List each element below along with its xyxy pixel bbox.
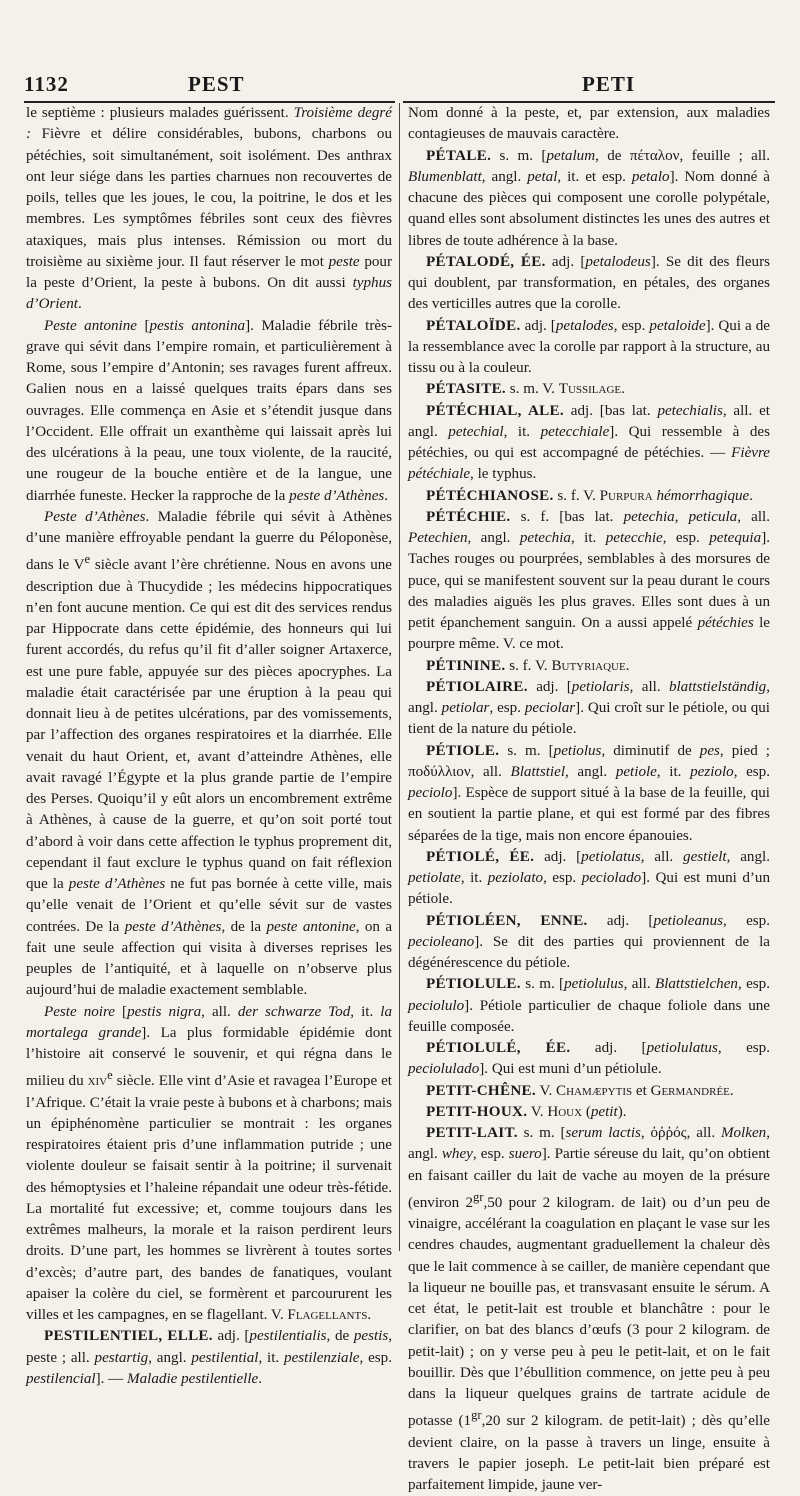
right-column-paragraph: PÉTALODÉ, ÉE. adj. [petalodeus]. Se dit des fleurs qui doublent, par transformation, en pétales, des organes des verticilles autres que la corolle. [408, 253, 770, 313]
right-column-paragraph: PÉTASITE. s. m. V. Tussilage. [426, 381, 625, 398]
left-column-paragraph: Peste antonine [pestis antonina]. Maladie fébrile très-grave qui sévit dans l’empire romain, et particulièrement à Rome, sous l’empire d’Antonin; ses ravages furent affreux. Galien nous en a laissé quelques traits épars dans ses ouvrages. Elle commença en Asie et s’étendit jusque dans l’Occident. Elle offrait un exanthème qui laissait après lui des ulcérations à la peau, une toux violente, de la raucité, une rougeur de la bouche entière et de la langue, une diarrhée funeste. Hecker la rapproche de la peste d’Athènes. [26, 317, 393, 504]
right-column-paragraph: PETIT-LAIT. s. m. [serum lactis, ὀῤῥός, all. Molken, angl. whey, esp. suero]. Partie séreuse du lait, qu’on obtient en faisant cailler du lait de vache au moyen de la présure (environ $2^{gr},50$ pour 2 kilogram. de lait) ou d’un peu de vinaigre, accélérant la coagulation en plaçant le vase sur les cendres chaudes, augmentant graduellement la chaleur dès que le lait commence à se cailler, de manière cependant que la liqueur ne bouille pas, et transvasant ensuite le sérum. A cet état, le petit-lait est trouble et blanchâtre : pour le clarifier, on bat des blancs d’œufs (3 pour 2 kilogram. de petit-lait) ; on y verse peu à peu le petit-lait, et on le fait bouillir. Dès que l’ébullition commence, on jette peu à peu dans la liqueur quelques grains de tartrate acidule de potasse ($1^{gr},20$ sur 2 kilogram. de petit-lait) ; dès qu’elle devient claire, on la passe à travers un linge, ensuite à travers le papier joseph. Le petit-lait bien préparé est parfaitement limpide, jaune ver- [408, 1125, 770, 1494]
left-column-paragraph: Peste noire [pestis nigra, all. der schwarze Tod, it. la mortalega grande]. La plus formidable épidémie dont l’histoire ait conservé le souvenir, et qui régna dans le milieu du xiv$^e$ siècle. Elle vint d’Asie et ravagea l’Europe et l’Afrique. C’était la vraie peste à bubons et à charbons; mais un épiphénomène particulier se montrait : les organes respiratoires étaient pris d’une inflammation putride ; une violente douleur se faisait sentir à la poitrine; il survenait des hémoptysies et l’haleine répandait une odeur très-fétide. La mortalité fut excessive; et, comme toujours dans les extrêmes malheurs, la morale et la raison perdirent leurs droits. D’une part, les hommes se livrèrent à toutes sortes d’excès; d’autre part, des bandes de fanatiques, voulant apaiser la colère du ciel, se formèrent et parcoururent les villes et les campagnes, en se flagellant. V. Flagellants. [26, 1003, 392, 1324]
right-column-paragraph: PÉTALOÏDE. adj. [petalodes, esp. petaloide]. Qui a de la ressemblance avec la corolle par rapport à la structure, au tissu ou à la couleur. [408, 317, 770, 376]
right-column-paragraph: PÉTÉCHIAL, ALE. adj. [bas lat. petechialis, all. et angl. petechial, it. petecchiale]. Qui ressemble à des pétéchies, ou qui est accompagné de pétéchies. — Fièvre pétéchiale, le typhus. [408, 402, 770, 483]
right-column-paragraph: PÉTIOLAIRE. adj. [petiolaris, all. blattstielständig, angl. petiolar, esp. peciolar]. Qui croît sur le pétiole, ou qui tient de la nature du pétiole. [408, 678, 770, 738]
running-head-right: PETI [582, 72, 636, 96]
right-column-paragraph: PÉTIOLE. s. m. [petiolus, diminutif de pes, pied ; ποδύλλιον, all. Blattstiel, angl. petiole, it. peziolo, esp. peciolo]. Espèce de support situé à la base de la feuille, qui en soutient la partie plane, et qui est formé par des fibres séparées de la tige, mais non encore épanouies. [408, 742, 770, 844]
right-column-paragraph: PÉTININE. s. f. V. Butyriaque. [426, 657, 630, 674]
right-column-paragraph: PÉTÉCHIE. s. f. [bas lat. petechia, peticula, all. Petechien, angl. petechia, it. petecchie, esp. petequia]. Taches rouges ou pourprées, semblables à des morsures de puce, qui se manifestent souvent sur la peau durant le cours des maladies aiguës les plus graves. Elles sont dues à un petit épanchement sanguin. On a aussi appelé pétéchies le pourpre même. V. ce mot. [408, 508, 770, 653]
left-column [26, 103, 392, 1390]
right-column-paragraph: PETIT-CHÊNE. V. Chamæpytis et Germandrée. [426, 1082, 734, 1099]
right-column [408, 103, 770, 1496]
right-column-paragraph: PÉTIOLÉ, ÉE. adj. [petiolatus, all. gestielt, angl. petiolate, it. peziolato, esp. peciolado]. Qui est muni d’un pétiole. [408, 848, 771, 908]
left-column-paragraph: PESTILENTIEL, ELLE. adj. [pestilentialis, de pestis, peste ; all. pestartig, angl. pestilential, it. pestilenziale, esp. pestilencial]. — Maladie pestilentielle. [26, 1328, 392, 1387]
page-number: 1132 [24, 72, 69, 96]
right-column-paragraph: PÉTIOLÉEN, ENNE. adj. [petioleanus, esp. pecioleano]. Se dit des parties qui proviennent de la dégénérescence du pétiole. [408, 912, 770, 971]
right-column-paragraph: PÉTALE. s. m. [petalum, de πέταλον, feuille ; all. Blumenblatt, angl. petal, it. et esp. petalo]. Nom donné à chacune des pièces qui composent une corolle polypétale, quand elles sont absolument distinctes les unes des autres et libres de toute adhérence à la base. [408, 147, 770, 249]
right-column-paragraph: PETIT-HOUX. V. Houx (petit). [426, 1103, 627, 1120]
running-head-left: PEST [188, 72, 245, 96]
left-column-paragraph: le septième : plusieurs malades guérissent. Troisième degré : Fièvre et délire considérables, bubons, charbons ou pétéchies, soit simultanément, soit isolément. Des anthrax ont leur siége dans les parties charnues non recouvertes de poils, telles que les joues, le cou, la poitrine, le dos et les membres. Les symptômes fébriles sont ceux des fièvres ataxiques, mais plus intenses. Rémission ou mort du troisième au sixième jour. Il faut réserver le mot peste pour la peste d’Orient, la peste à bubons. On dit aussi typhus d’Orient. [26, 105, 392, 313]
right-column-paragraph: PÉTIOLULÉ, ÉE. adj. [petiolulatus, esp. peciolulado]. Qui est muni d’un pétiolule. [408, 1040, 770, 1078]
running-header [0, 72, 800, 102]
left-column-paragraph: Peste d’Athènes. Maladie fébrile qui sévit à Athènes d’une manière effroyable pendant la guerre du Péloponèse, dans le Ve siècle avant l’ère chrétienne. Nous en avons une description due à Thucydide ; les médecins hippocratiques n’en font aucune mention. Ce qui est dit des services rendus par Hippocrate dans cette épidémie, des honneurs qui lui furent accordés, du refus qu’il fit d’aller soigner Artaxerce, est une pure fable, appuyée sur des pièces apocryphes. La maladie était caractérisée par une éruption à la peau qui donnait lieu à de petites ulcérations, par des vomissements, par l’affection des organes respiratoires et la diarrhée. Elle venait du haut Orient, et, avant d’atteindre Athènes, elle avait ravagé l’Égypte et la plus grande partie de l’empire des Perses. Quoiqu’il y eût alors un encombrement extrême à Athènes, à cause de la guerre, et qu’on soit porté tout d’abord à voir dans cette affection le typhus proprement dit, cependant il faut exclure le typhus quand on fait réflexion que la peste d’Athènes ne fut pas bornée à cette ville, mais qu’elle venait de l’Orient et qu’elle sévit sur de vastes contrées. De la peste d’Athènes, de la peste antonine, on a fait une seule affection qui visita à diverses reprises les peuples de l’antiquité, et à laquelle on n’observe plus aujourd’hui de maladie exactement semblable. [26, 508, 393, 999]
right-column-paragraph: PÉTÉCHIANOSE. s. f. V. Purpura hémorrhagique. [426, 487, 754, 504]
right-column-paragraph: PÉTIOLULE. s. m. [petiolulus, all. Blattstielchen, esp. peciolulo]. Pétiole particulier de chaque foliole dans une feuille composée. [408, 976, 770, 1035]
column-divider [399, 103, 400, 1251]
right-column-paragraph: Nom donné à la peste, et, par extension, aux maladies contagieuses de mauvais caractère. [408, 105, 770, 143]
